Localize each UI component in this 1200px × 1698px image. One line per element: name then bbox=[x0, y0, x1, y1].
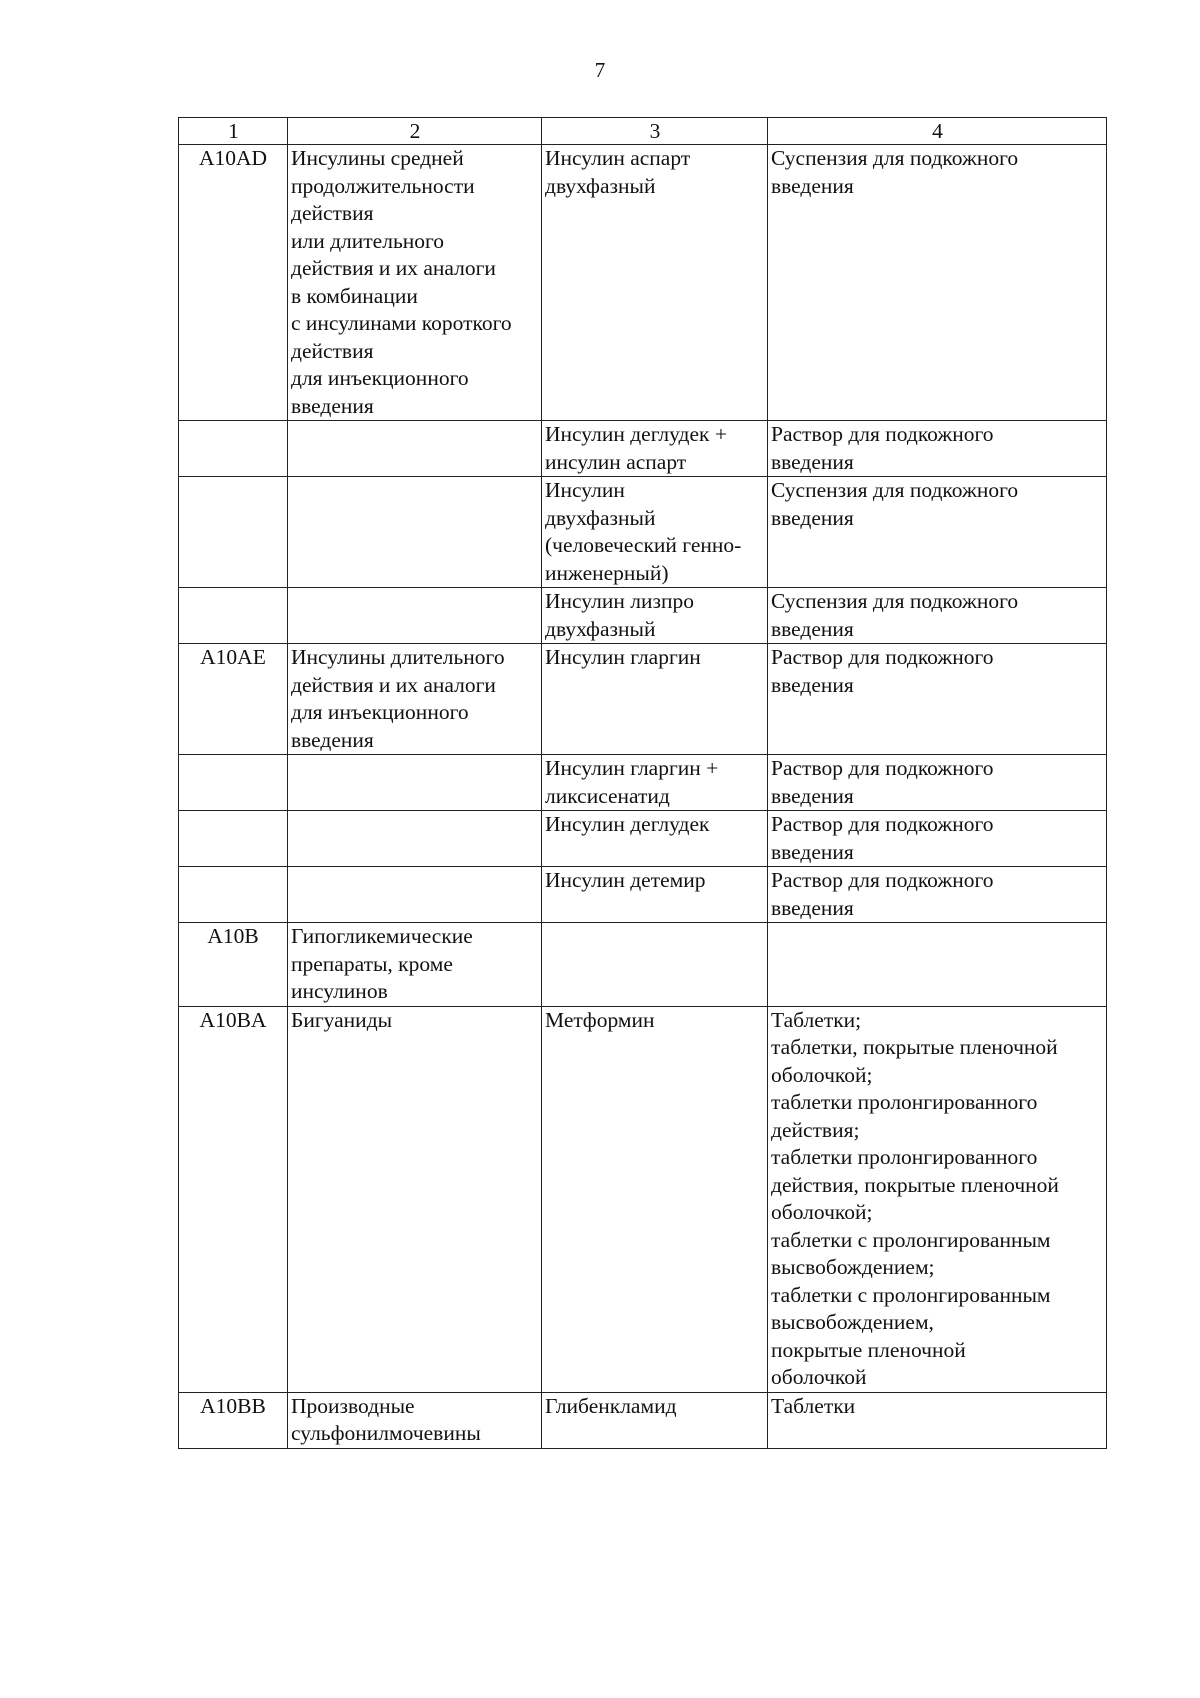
column-header: 3 bbox=[542, 118, 768, 145]
atc-code-cell: A10BB bbox=[179, 1392, 288, 1448]
therapeutic-group-cell bbox=[288, 811, 542, 867]
dosage-form-cell: Раствор для подкожного введения bbox=[768, 755, 1107, 811]
table-row bbox=[179, 644, 1107, 755]
dosage-form-cell: Таблетки; таблетки, покрытые пленочной оболочкой; таблетки пролонгированного действия; таблетки пролонгированного действия, покрытые пленочной оболочкой; таблетки с пролонгированным высвобождением; таблетки с пролонгированным высвобождением, покрытые пленочной оболочкой bbox=[768, 1006, 1107, 1392]
dosage-form-cell: Таблетки bbox=[768, 1392, 1107, 1448]
atc-code-cell bbox=[179, 811, 288, 867]
drug-name-cell: Инсулин аспарт двухфазный bbox=[542, 145, 768, 421]
therapeutic-group-cell: Гипогликемические препараты, кроме инсулинов bbox=[288, 923, 542, 1007]
dosage-form-cell: Раствор для подкожного введения bbox=[768, 644, 1107, 755]
therapeutic-group-cell bbox=[288, 477, 542, 588]
dosage-form-cell: Раствор для подкожного введения bbox=[768, 811, 1107, 867]
dosage-form-cell: Суспензия для подкожного введения bbox=[768, 477, 1107, 588]
table-row bbox=[179, 811, 1107, 867]
drug-name-cell bbox=[542, 923, 768, 1007]
therapeutic-group-cell: Инсулины длительного действия и их аналоги для инъекционного введения bbox=[288, 644, 542, 755]
table-row bbox=[179, 867, 1107, 923]
table-row bbox=[179, 477, 1107, 588]
drug-name-cell: Инсулин гларгин + ликсисенатид bbox=[542, 755, 768, 811]
drug-name-cell: Инсулин деглудек + инсулин аспарт bbox=[542, 421, 768, 477]
drug-name-cell: Инсулин двухфазный (человеческий генно- инженерный) bbox=[542, 477, 768, 588]
therapeutic-group-cell bbox=[288, 867, 542, 923]
therapeutic-group-cell bbox=[288, 755, 542, 811]
atc-code-cell: A10AE bbox=[179, 644, 288, 755]
drug-name-cell: Инсулин гларгин bbox=[542, 644, 768, 755]
atc-code-cell bbox=[179, 588, 288, 644]
table-row bbox=[179, 588, 1107, 644]
page-number: 7 bbox=[594, 58, 606, 82]
table-row bbox=[179, 1392, 1107, 1448]
atc-code-cell bbox=[179, 477, 288, 588]
table-header-row bbox=[179, 118, 1107, 145]
table-row bbox=[179, 1006, 1107, 1392]
table-row bbox=[179, 923, 1107, 1007]
atc-code-cell: A10AD bbox=[179, 145, 288, 421]
dosage-form-cell: Суспензия для подкожного введения bbox=[768, 145, 1107, 421]
table-row bbox=[179, 755, 1107, 811]
atc-code-cell bbox=[179, 421, 288, 477]
drug-name-cell: Инсулин лизпро двухфазный bbox=[542, 588, 768, 644]
dosage-form-cell: Суспензия для подкожного введения bbox=[768, 588, 1107, 644]
drug-name-cell: Инсулин детемир bbox=[542, 867, 768, 923]
atc-code-cell bbox=[179, 755, 288, 811]
dosage-form-cell: Раствор для подкожного введения bbox=[768, 421, 1107, 477]
therapeutic-group-cell bbox=[288, 421, 542, 477]
table-row bbox=[179, 421, 1107, 477]
table-body bbox=[179, 145, 1107, 1449]
atc-code-cell bbox=[179, 867, 288, 923]
therapeutic-group-cell: Производные сульфонилмочевины bbox=[288, 1392, 542, 1448]
drug-name-cell: Метформин bbox=[542, 1006, 768, 1392]
therapeutic-group-cell: Инсулины средней продолжительности действия или длительного действия и их аналоги в комбинации с инсулинами короткого действия для инъекционного введения bbox=[288, 145, 542, 421]
column-header: 2 bbox=[288, 118, 542, 145]
table-row bbox=[179, 145, 1107, 421]
atc-code-cell: A10BA bbox=[179, 1006, 288, 1392]
dosage-form-cell bbox=[768, 923, 1107, 1007]
drug-name-cell: Глибенкламид bbox=[542, 1392, 768, 1448]
column-header: 1 bbox=[179, 118, 288, 145]
medications-table bbox=[178, 117, 1107, 1449]
atc-code-cell: A10B bbox=[179, 923, 288, 1007]
drug-name-cell: Инсулин деглудек bbox=[542, 811, 768, 867]
column-header: 4 bbox=[768, 118, 1107, 145]
dosage-form-cell: Раствор для подкожного введения bbox=[768, 867, 1107, 923]
therapeutic-group-cell: Бигуаниды bbox=[288, 1006, 542, 1392]
therapeutic-group-cell bbox=[288, 588, 542, 644]
